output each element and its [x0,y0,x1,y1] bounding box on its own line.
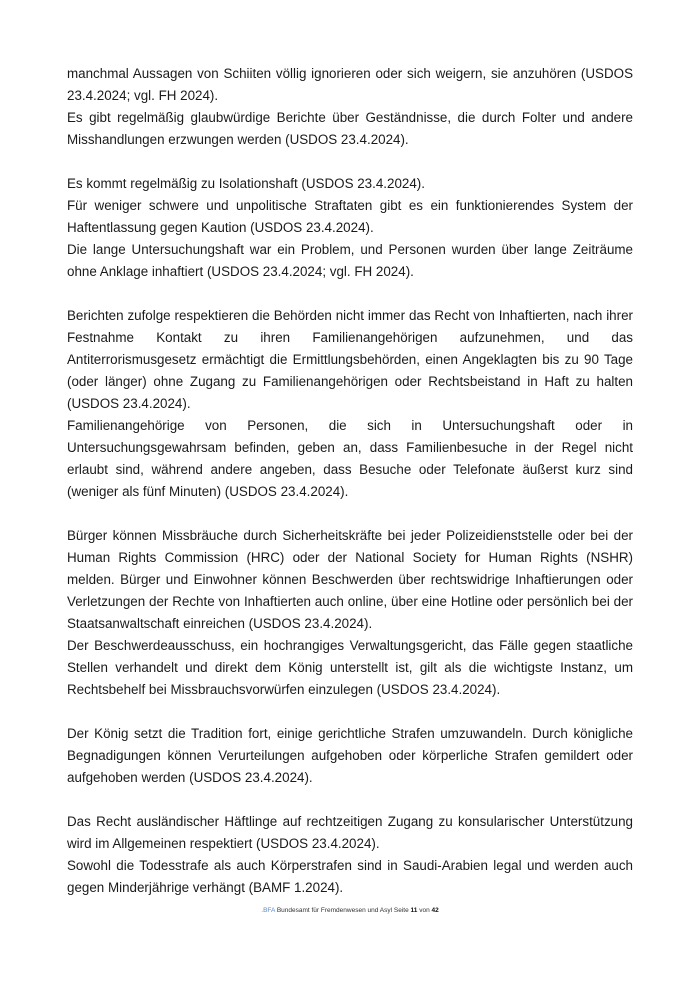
paragraph-spacer [67,789,633,811]
footer-page-total: 42 [431,907,439,914]
paragraph: Das Recht ausländischer Häftlinge auf rechtzeitigen Zugang zu konsularischer Unterstützung wird im Allgemeinen respektiert (USDOS 23.4.2024). [67,814,633,851]
page-footer [0,906,700,916]
footer-organization: Bundesamt für Fremdenwesen und Asyl [276,907,393,914]
paragraph: Es kommt regelmäßig zu Isolationshaft (USDOS 23.4.2024). [67,176,425,191]
footer-page-label: Seite [393,907,409,914]
paragraph-spacer [67,503,633,525]
paragraph: Für weniger schwere und unpolitische Straftaten gibt es ein funktionierendes System der Haftentlassung gegen Kaution (USDOS 23.4.2024). [67,198,633,235]
footer-brand-dot: . [261,907,264,914]
paragraph: Der Beschwerdeausschuss, ein hochrangiges Verwaltungsgericht, das Fälle gegen staatliche Stellen verhandelt und direkt dem König unterstellt ist, gilt als die wichtigste Instanz, um Rechtsbehelf bei Missbrauchsvorwürfen einzulegen (USDOS 23.4.2024). [67,638,633,697]
footer-page-separator: von [419,907,430,914]
footer-brand-logo: BFA [263,907,275,914]
paragraph: Die lange Untersuchungshaft war ein Problem, und Personen wurden über lange Zeiträume ohne Anklage inhaftiert (USDOS 23.4.2024; vgl. FH 2024). [67,242,633,279]
paragraph-group-5 [67,723,633,789]
paragraph-spacer [67,151,633,173]
paragraph-group-6 [67,811,633,899]
paragraph-group-3 [67,305,633,503]
paragraph-group-1 [67,63,633,151]
paragraph: Berichten zufolge respektieren die Behörden nicht immer das Recht von Inhaftierten, nach ihrer Festnahme Kontakt zu ihren Familienangehörigen aufzunehmen, und das Antiterrorismusgesetz ermächtigt die Ermittlungsbehörden, einen Angeklagten bis zu 90 Tage (oder länger) ohne Zugang zu Familienangehörigen oder Rechtsbeistand in Haft zu halten (USDOS 23.4.2024). [67,308,633,411]
paragraph: Der König setzt die Tradition fort, einige gerichtliche Strafen umzuwandeln. Durch königliche Begnadigungen können Verurteilungen aufgehoben oder körperliche Strafen gemildert oder aufgehoben werden (USDOS 23.4.2024). [67,726,633,785]
paragraph: Familienangehörige von Personen, die sich in Untersuchungshaft oder in Untersuchungsgewahrsam befinden, geben an, dass Familienbesuche in der Regel nicht erlaubt sind, während andere angeben, dass Besuche oder Telefonate äußerst kurz sind (weniger als fünf Minuten) (USDOS 23.4.2024). [67,418,633,499]
paragraph: Bürger können Missbräuche durch Sicherheitskräfte bei jeder Polizeidienststelle oder bei der Human Rights Commission (HRC) oder der National Society for Human Rights (NSHR) melden. Bürger und Einwohner können Beschwerden über rechtswidrige Inhaftierungen oder Verletzungen der Rechte von Inhaftierten auch online, über eine Hotline oder persönlich bei der Staatsanwaltschaft einreichen (USDOS 23.4.2024). [67,528,633,631]
paragraph: Es gibt regelmäßig glaubwürdige Berichte über Geständnisse, die durch Folter und andere Misshandlungen erzwungen werden (USDOS 23.4.2024). [67,110,633,147]
document-body [67,63,633,899]
paragraph-spacer [67,701,633,723]
paragraph-spacer [67,283,633,305]
paragraph: Sowohl die Todesstrafe als auch Körperstrafen sind in Saudi-Arabien legal und werden auch gegen Minderjährige verhängt (BAMF 1.2024). [67,858,633,895]
paragraph-group-4 [67,525,633,701]
paragraph-group-2 [67,173,633,283]
paragraph: manchmal Aussagen von Schiiten völlig ignorieren oder sich weigern, sie anzuhören (USDOS 23.4.2024; vgl. FH 2024). [67,66,633,103]
footer-page-current: 11 [410,907,418,914]
